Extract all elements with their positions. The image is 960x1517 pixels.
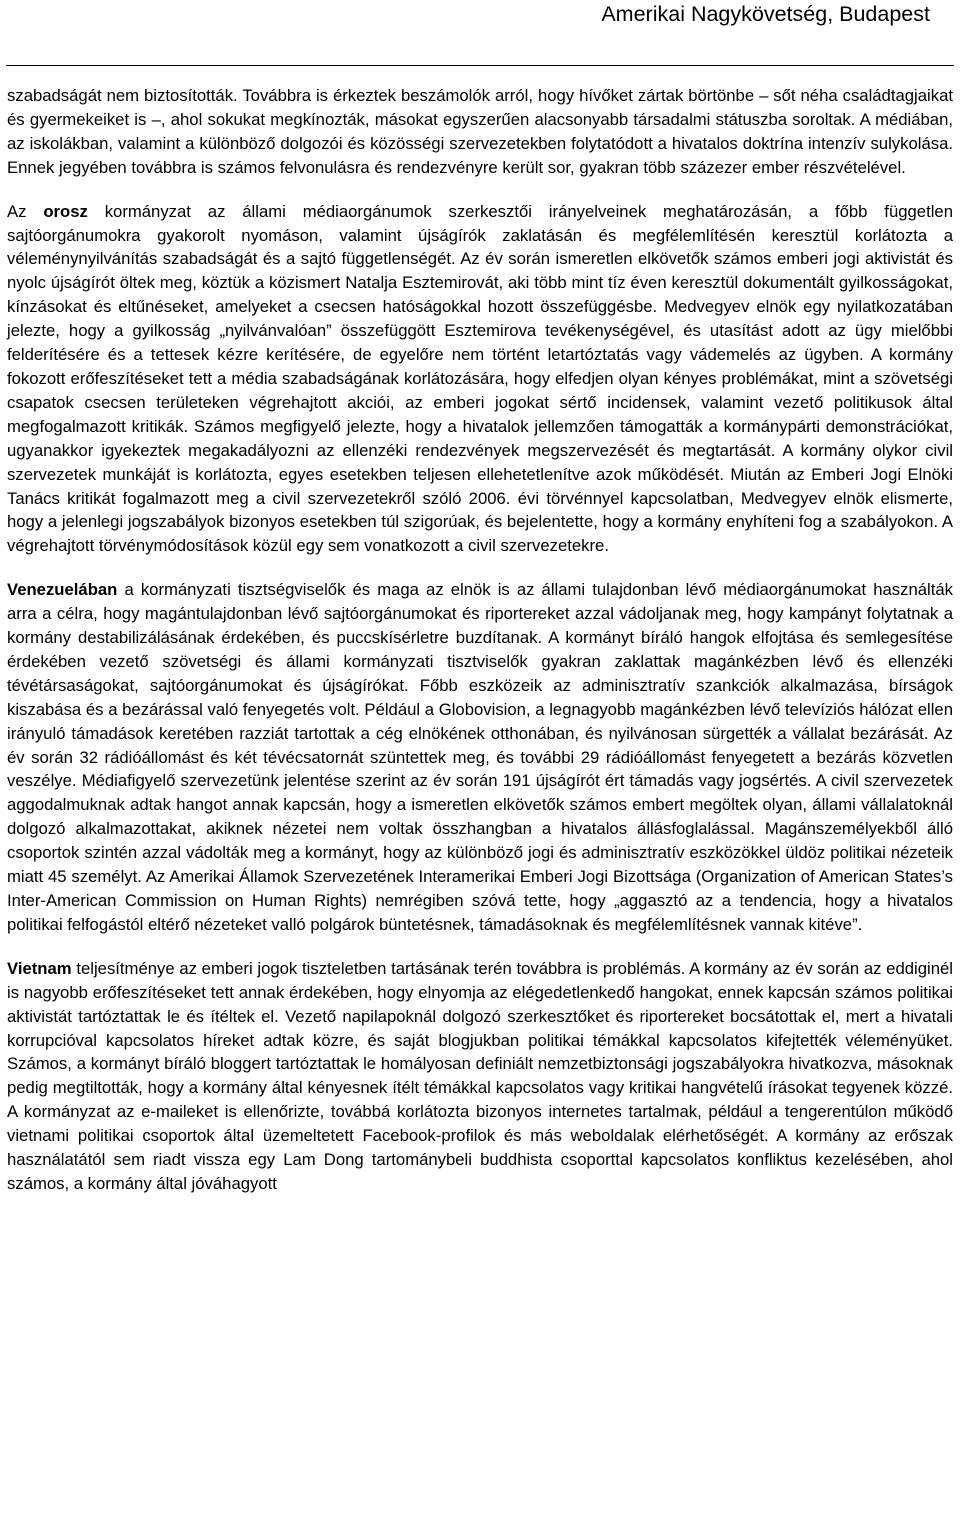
paragraph-russia [7,200,953,559]
document-body [7,84,953,1216]
paragraph-north-korea-continuation [7,84,953,180]
country-name-venezuela: Venezuelában [7,580,118,600]
header-rule [6,65,954,66]
paragraph-text: teljesítménye az emberi jogok tiszteletben tartásának terén továbbra is problémás. A kormány az év során az eddiginél is nagyobb erőfeszítéseket tett annak érdekében, hogy elnyomja az elégedetlenkedő hangokat, ennek kapcsán számos politikai aktivistát tartóztattak le és ítéltek el. Vezető napilapoknál dolgozó szerkesztőket és riportereket bocsátottak el, mert a hivatali korrupcióval kapcsolatos híreket adtak közre, és saját blogjukban politikai témákkal kapcsolatos kifejtették véleményüket. Számos, a kormányt bíráló bloggert tartóztattak le homályosan definiált nemzetbiztonsági jogszabályokra hivatkozva, másoknak pedig megtiltották, hogy a kormány által kényesnek ítélt témákkal kapcsolatos vagy kritikai hangvételű írásokat tegyenek közzé. A kormányzat az e-maileket is ellenőrizte, továbbá korlátozta bizonyos internetes tartalmak, például a tengerentúlon működő vietnami politikai csoportok által üzemeltetett Facebook-profilok és más weboldalak elérhetőségét. A kormány az erőszak használatától sem riadt vissza egy Lam Dong tartománybeli buddhista csoporttal kapcsolatos konfliktus kezelésében, ahol számos, a kormány által jóváhagyott [7,958,953,1193]
country-name-russia: orosz [43,201,88,221]
header-title: Amerikai Nagykövetség, Budapest [601,2,930,26]
paragraph-text: szabadságát nem biztosították. Továbbra is érkeztek beszámolók arról, hogy hívőket zártak börtönbe – sőt néha családtagjaikat és gyermekeiket is –, ahol sokukat megkínozták, másokat egyszerűen alacsonyabb társadalmi státuszba soroltak. A médiában, az iskolákban, valamint a különböző dolgozói és közösségi szervezetekben folytatódott a hivatalos doktrína intenzív sulykolása. Ennek jegyében továbbra is számos felvonulásra és rendezvényre került sor, gyakran több százezer ember részvételével. [7,86,953,177]
paragraph-text: kormányzat az állami médiaorgánumok szerkesztői irányelveinek meghatározásán, a főbb független sajtóorgánumokra gyakorolt nyomáson, valamint újságírók zaklatásán és megfélemlítésén keresztül korlátozta a véleménynyilvánítás szabadságát és a sajtó függetlenségét. Az év során ismeretlen elkövetők számos emberi jogi aktivistát és nyolc újságírót öltek meg, köztük a közismert Natalja Esztemirovát, aki több mint tíz éven keresztül dokumentált gyilkosságokat, kínzásokat és eltűnéseket, amelyeket a csecsen hatóságokkal hozott összefüggésbe. Medvegyev elnök egy nyilatkozatában jelezte, hogy a gyilkosság „nyilvánvalóan” összefüggött Esztemirova tevékenységével, és utasítást adott az ügy mielőbbi felderítésére és a tettesek kézre kerítésére, de egyelőre nem történt letartóztatás vagy vádemelés az ügyben. A kormány fokozott erőfeszítéseket tett a média szabadságának korlátozására, hogy elfedjen olyan kényes problémákat, mint a szövetségi csapatok csecsen területeken végrehajtott akciói, az emberi jogokat sértő incidensek, valamint vezető politikusok által megfogalmazott kritikák. Számos megfigyelő jelezte, hogy a hivatalok jellemzően támogatták a kormánypárti demonstrációkat, ugyanakkor igyekeztek megakadályozni az ellenzéki rendezvények megszervezését és megtartását. A kormány olykor civil szervezetek munkáját is korlátozta, egyes esetekben teljesen ellehetetlenítve azok működését. Miután az Emberi Jogi Elnöki Tanács kritikát fogalmazott meg a civil szervezetekről szóló 2006. évi törvénnyel kapcsolatban, Medvegyev elnök elismerte, hogy a jelenlegi jogszabályok bizonyos esetekben túl szigorúak, és bejelentette, hogy a kormány enyhíteni fog a szabályokon. A végrehajtott törvénymódosítások közül egy sem vonatkozott a civil szervezetekre. [7,201,953,556]
paragraph-text: Az [7,201,44,221]
country-name-vietnam: Vietnam [7,958,72,978]
page-header [0,0,960,66]
paragraph-text: a kormányzati tisztségviselők és maga az elnök is az állami tulajdonban lévő médiaorgánumokat használták arra a célra, hogy magántulajdonban lévő sajtóorgánumokat és riportereket azzal vádoljanak meg, hogy kampányt folytatnak a kormány destabilizálásának érdekében, és puccskísérletre buzdítanak. A kormányt bíráló hangok elfojtása és semlegesítése érdekében vezető szövetségi és állami kormányzati tisztviselők gyakran zaklattak magánkézben lévő és ellenzéki tévétársaságokat, sajtóorgánumokat és újságírókat. Főbb eszközeik az adminisztratív szankciók alkalmazása, bírságok kiszabása és a bezárással való fenyegetés volt. Például a Globovision, a legnagyobb magánkézben lévő televíziós hálózat ellen irányuló támadások keretében razziát tartottak a cég elnökének otthonában, és nyilvánosan sürgették a vállalat bezárását. Az év során 32 rádióállomást és két tévécsatornát szüntettek meg, és további 29 rádióállomást fenyegetett a bezárás közvetlen veszélye. Médiafigyelő szervezetünk jelentése szerint az év során 191 újságírót ért támadás vagy jogsértés. A civil szervezetek aggodalmuknak adtak hangot annak kapcsán, hogy a ismeretlen elkövetők számos embert megöltek olyan, állami vállalatoknál dolgozó alkalmazottakat, akiknek nézetei nem voltak összhangban a hivatalos állásfoglalással. Magánszemélyekből álló csoportok szintén azzal vádolták meg a kormányt, hogy az különböző jogi és adminisztratív eszközökkel üldöz politikai nézeteik miatt 45 személyt. Az Amerikai Államok Szervezetének Interamerikai Emberi Jogi Bizottsága (Organization of American States’s Inter-American Commission on Human Rights) nemrégiben szóvá tette, hogy „aggasztó az a tendencia, hogy a hivatalos politikai felfogástól eltérő nézeteket valló polgárok büntetésnek, támadásoknak és megfélemlítésnek vannak kitéve”. [7,580,953,934]
paragraph-vietnam [7,957,953,1196]
paragraph-venezuela [7,578,953,937]
